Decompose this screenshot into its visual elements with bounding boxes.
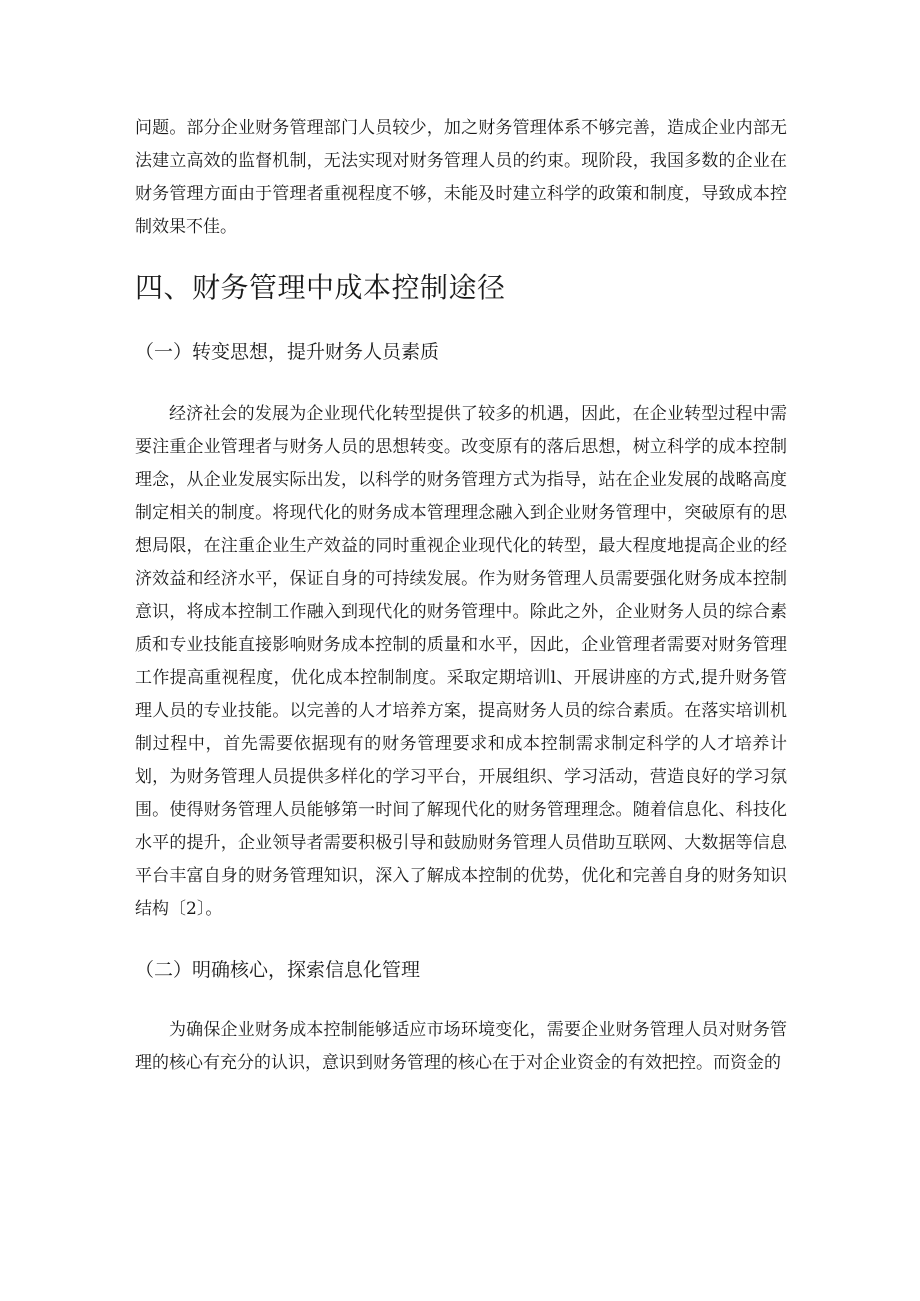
section-heading-2: （二）明确核心，探索信息化管理 <box>135 959 421 981</box>
section-2-paragraph: 为确保企业财务成本控制能够适应市场环境变化，需要企业财务管理人员对财务管理的核心有充分的认识，意识到财务管理的核心在于对企业资金的有效把控。而资金的 <box>135 1020 787 1073</box>
document-page <box>135 112 787 1080</box>
intro-paragraph: 问题。部分企业财务管理部门人员较少，加之财务管理体系不够完善，造成企业内部无法建立高效的监督机制，无法实现对财务管理人员的约束。现阶段，我国多数的企业在财务管理方面由于管理者重视程度不够，未能及时建立科学的政策和制度，导致成本控制效果不佳。 <box>135 118 787 237</box>
section-heading-1: （一）转变思想，提升财务人员素质 <box>135 341 440 363</box>
section-1-paragraph: 经济社会的发展为企业现代化转型提供了较多的机遇，因此，在企业转型过程中需要注重企业管理者与财务人员的思想转变。改变原有的落后思想，树立科学的成本控制理念，从企业发展实际出发，以科学的财务管理方式为指导，站在企业发展的战略高度制定相关的制度。将现代化的财务成本管理理念融入到企业财务管理中，突破原有的思想局限，在注重企业生产效益的同时重视企业现代化的转型，最大程度地提高企业的经济效益和经济水平，保证自身的可持续发展。作为财务管理人员需要强化财务成本控制意识，将成本控制工作融入到现代化的财务管理中。除此之外，企业财务人员的综合素质和专业技能直接影响财务成本控制的质量和水平，因此，企业管理者需要对财务管理工作提高重视程度，优化成本控制制度。采取定期培训l、开展讲座的方式,提升财务管理人员的专业技能。以完善的人才培养方案，提高财务人员的综合素质。在落实培训机制过程中，首先需要依据现有的财务管理要求和成本控制需求制定科学的人才培养计划，为财务管理人员提供多样化的学习平台，开展组织、学习活动，营造良好的学习氛围。使得财务管理人员能够第一时间了解现代化的财务管理理念。随着信息化、科技化水平的提升，企业领导者需要积极引导和鼓励财务管理人员借助互联网、大数据等信息平台丰富自身的财务管理知识，深入了解成本控制的优势，优化和完善自身的财务知识结构〔2〕。 <box>135 404 787 919</box>
chapter-heading: 四、财务管理中成本控制途径 <box>135 271 506 304</box>
